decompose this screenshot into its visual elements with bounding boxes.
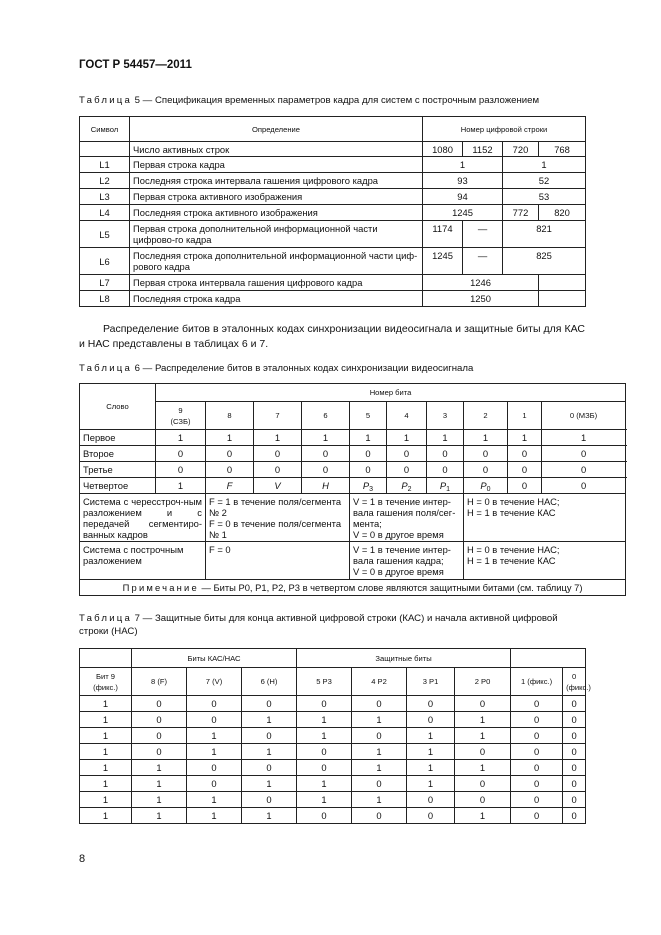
t6-bit-value: 0 bbox=[177, 464, 184, 475]
t6-bit-value: 1 bbox=[403, 432, 410, 443]
t5-col-line-number: Номер цифровой строки bbox=[423, 117, 586, 142]
t5-col-symbol: Символ bbox=[80, 117, 130, 142]
t6-bit-value: H bbox=[322, 480, 329, 491]
t7-cell: 1 bbox=[455, 760, 511, 776]
t5-sym: L1 bbox=[80, 157, 130, 173]
t7-cell: 0 bbox=[242, 728, 297, 744]
t5-def: Последняя строка активного изображения bbox=[130, 205, 423, 221]
t7-cell: 0 bbox=[132, 696, 187, 712]
t6-bit-cell bbox=[254, 462, 302, 478]
t7-cell: 0 bbox=[563, 776, 586, 792]
t6-bit-value: 1 bbox=[442, 432, 448, 443]
t6-progressive-h1: H = 1 в течение КАС bbox=[467, 555, 556, 566]
t6-bit-header: 6 bbox=[302, 402, 350, 430]
t7-cell: 0 bbox=[297, 744, 352, 760]
t5-col-definition: Определение bbox=[130, 117, 423, 142]
t6-bit-cell bbox=[508, 430, 542, 446]
t6-bit-value: 1 bbox=[580, 432, 587, 443]
t7-cell: 0 bbox=[132, 744, 187, 760]
t5-val: 772 bbox=[503, 205, 539, 221]
t5-def: Последняя строка интервала гашения цифрового кадра bbox=[130, 173, 423, 189]
t6-word: Первое bbox=[80, 430, 156, 446]
t6-bit-value: 0 bbox=[442, 448, 448, 459]
t7-cell: 1 bbox=[132, 760, 187, 776]
table-row bbox=[80, 462, 626, 478]
t6-bit-sub: 2 bbox=[407, 486, 412, 493]
table-row bbox=[80, 696, 586, 712]
table5 bbox=[79, 116, 586, 307]
t6-bit-value: 0 bbox=[274, 448, 281, 459]
t6-bit-value: 0 bbox=[365, 464, 371, 475]
t6-bit-value: 0 bbox=[177, 448, 184, 459]
t7-cell: 1 bbox=[80, 792, 132, 808]
t7-cell: 0 bbox=[407, 792, 455, 808]
t7-cell: 1 bbox=[80, 776, 132, 792]
t6-bit-header: 9 (СЗБ) bbox=[156, 402, 206, 430]
t6-bit-value: 0 bbox=[274, 464, 281, 475]
t7-cell: 0 bbox=[511, 776, 563, 792]
t5-active-1080: 1080 bbox=[423, 142, 463, 157]
t5-val: 1 bbox=[423, 157, 503, 173]
t6-interlaced-f bbox=[206, 494, 350, 542]
t7-col-header: 5 P3 bbox=[297, 668, 352, 696]
t6-bit-cell bbox=[508, 446, 542, 462]
t6-bit-sub: 0 bbox=[486, 486, 491, 493]
t7-cell: 1 bbox=[132, 792, 187, 808]
t7-cell: 0 bbox=[511, 744, 563, 760]
t5-val: 1245 bbox=[423, 205, 503, 221]
t5-val: — bbox=[463, 221, 503, 248]
t6-progressive-h0: H = 0 в течение НАС; bbox=[467, 544, 560, 555]
t7-cell: 0 bbox=[455, 744, 511, 760]
t7-cell: 0 bbox=[242, 696, 297, 712]
table-row bbox=[80, 808, 586, 824]
t6-bit-value: 0 bbox=[482, 448, 489, 459]
table7-caption-text: 7 — Защитные биты для конца активной цифровой строки (КАС) и начала активной цифровой строки (НАС) bbox=[79, 613, 558, 637]
t7-col-header: 8 (F) bbox=[132, 668, 187, 696]
t7-cell: 0 bbox=[455, 776, 511, 792]
t6-bit-cell bbox=[254, 478, 302, 494]
t6-bit-value: 1 bbox=[274, 432, 281, 443]
table7-caption-prefix: Таблица bbox=[79, 613, 133, 624]
t5-val: 52 bbox=[503, 173, 586, 189]
t7-cell: 0 bbox=[187, 696, 242, 712]
t6-col-word: Слово bbox=[80, 384, 156, 430]
t6-bit-header: 2 bbox=[464, 402, 508, 430]
t6-progressive-v0: V = 0 в другое время bbox=[353, 566, 444, 577]
t6-bit-header: 0 (МЗБ) bbox=[542, 402, 626, 430]
t7-cell: 0 bbox=[352, 728, 407, 744]
t7-empty bbox=[80, 649, 132, 668]
t6-bit-cell bbox=[427, 446, 464, 462]
table-row bbox=[80, 760, 586, 776]
t6-word: Четвертое bbox=[80, 478, 156, 494]
t6-bit-cell bbox=[427, 478, 464, 494]
t7-cell: 0 bbox=[563, 728, 586, 744]
t7-cell: 0 bbox=[407, 808, 455, 824]
table7 bbox=[79, 648, 591, 824]
t6-bit-cell bbox=[427, 462, 464, 478]
t5-val: — bbox=[463, 248, 503, 275]
t6-bit-value: 1 bbox=[177, 432, 184, 443]
t7-cell: 0 bbox=[511, 712, 563, 728]
t7-cell: 1 bbox=[297, 792, 352, 808]
t6-bit-cell bbox=[542, 446, 626, 462]
t5-sym: L4 bbox=[80, 205, 130, 221]
t7-group-kac: Биты КАС/НАС bbox=[132, 649, 297, 668]
t6-bit-value: P bbox=[480, 480, 487, 491]
t6-bit-value: V bbox=[274, 480, 281, 491]
table6-caption-text: 6 — Распределение битов в эталонных кодах синхронизации видеосигнала bbox=[132, 363, 474, 374]
t6-bit-value: 0 bbox=[521, 448, 528, 459]
t6-bit-value: 0 bbox=[521, 480, 528, 491]
t5-sym: L6 bbox=[80, 248, 130, 275]
t7-cell: 1 bbox=[455, 712, 511, 728]
t5-val: 1245 bbox=[423, 248, 463, 275]
t7-cell: 1 bbox=[352, 712, 407, 728]
t5-def: Первая строка активного изображения bbox=[130, 189, 423, 205]
t7-cell: 1 bbox=[352, 760, 407, 776]
t7-cell: 0 bbox=[511, 760, 563, 776]
t6-bit-value: 0 bbox=[580, 480, 587, 491]
paragraph-text: Распределение битов в эталонных кодах синхронизации видеосигнала и защитные биты для КАС и НАС представлены в таблицах 6 и 7. bbox=[79, 323, 585, 350]
t5-val: 93 bbox=[423, 173, 503, 189]
table5-caption bbox=[79, 95, 539, 106]
t7-col-header: 3 P1 bbox=[407, 668, 455, 696]
t6-bit-sub: 1 bbox=[446, 486, 451, 493]
t6-bit-value: 0 bbox=[482, 464, 489, 475]
t6-col-bit-number: Номер бита bbox=[156, 384, 626, 402]
table6-caption bbox=[79, 363, 473, 374]
t6-interlaced-label: Система с чересстроч-ным разложением и с передачей сегментиро-ванных кадров bbox=[80, 494, 206, 542]
t7-cell: 0 bbox=[563, 696, 586, 712]
t5-def: Последняя строка дополнительной информационной части циф-рового кадра bbox=[130, 248, 423, 275]
t6-bit-cell bbox=[206, 462, 254, 478]
t7-cell: 0 bbox=[297, 760, 352, 776]
t6-bit-value: 0 bbox=[322, 448, 329, 459]
t7-cell: 1 bbox=[297, 712, 352, 728]
t7-cell: 0 bbox=[242, 792, 297, 808]
t5-val: 1250 bbox=[423, 291, 539, 307]
t6-bit-cell bbox=[464, 446, 508, 462]
t5-val: 94 bbox=[423, 189, 503, 205]
t7-cell: 0 bbox=[352, 776, 407, 792]
t6-interlaced-f1: F = 1 в течение поля/сегмента № 2 bbox=[209, 496, 342, 518]
t6-bit-value: P bbox=[362, 480, 370, 491]
t6-note-text: Примечание — Биты P0, P1, P2, P3 в четвертом слове являются защитными битами (см. таблицу 7) bbox=[122, 582, 583, 593]
t7-cell: 0 bbox=[511, 728, 563, 744]
t7-cell: 0 bbox=[132, 712, 187, 728]
table-row bbox=[80, 744, 586, 760]
t5-val: 825 bbox=[503, 248, 586, 275]
t5-sym: L2 bbox=[80, 173, 130, 189]
t6-bit-value: 0 bbox=[580, 448, 587, 459]
table5-caption-prefix: Таблица bbox=[79, 95, 133, 106]
t7-cell: 0 bbox=[563, 760, 586, 776]
t6-bit-cell bbox=[464, 478, 508, 494]
t6-bit-sub: 3 bbox=[369, 486, 374, 493]
t7-cell: 1 bbox=[407, 728, 455, 744]
t6-bit-cell bbox=[508, 462, 542, 478]
table-row bbox=[80, 792, 586, 808]
t7-cell: 0 bbox=[187, 712, 242, 728]
table6-caption-prefix: Таблица bbox=[79, 363, 133, 374]
t6-bit-cell bbox=[387, 430, 427, 446]
t7-cell: 1 bbox=[80, 696, 132, 712]
t6-bit-cell bbox=[350, 446, 387, 462]
t7-cell: 1 bbox=[242, 808, 297, 824]
t6-bit-cell bbox=[350, 462, 387, 478]
t7-cell: 0 bbox=[511, 696, 563, 712]
t6-bit-value: 0 bbox=[403, 448, 410, 459]
t6-interlaced-v1: V = 1 в течение интер-вала гашения поля/сег-мента; bbox=[353, 496, 456, 529]
t6-bit-cell bbox=[156, 462, 206, 478]
t7-cell: 1 bbox=[187, 728, 242, 744]
t7-col-header: 6 (H) bbox=[242, 668, 297, 696]
t7-col-header: 1 (фикс.) bbox=[511, 668, 563, 696]
table-row bbox=[80, 712, 586, 728]
t7-cell: 1 bbox=[407, 744, 455, 760]
t7-cell: 1 bbox=[455, 808, 511, 824]
t5-def: Первая строка кадра bbox=[130, 157, 423, 173]
t7-cell: 1 bbox=[187, 744, 242, 760]
t7-cell: 0 bbox=[563, 808, 586, 824]
t7-cell: 1 bbox=[80, 744, 132, 760]
t6-bit-header: 3 bbox=[427, 402, 464, 430]
t6-bit-header: 1 bbox=[508, 402, 542, 430]
t6-interlaced-h bbox=[464, 494, 626, 542]
t6-interlaced-h1: H = 1 в течение КАС bbox=[467, 507, 556, 518]
t7-cell: 1 bbox=[187, 808, 242, 824]
t6-bit-value: 0 bbox=[226, 448, 233, 459]
t7-cell: 0 bbox=[352, 808, 407, 824]
t7-cell: 1 bbox=[352, 792, 407, 808]
t5-val: 1174 bbox=[423, 221, 463, 248]
t6-interlaced-v bbox=[350, 494, 464, 542]
t6-bit-cell bbox=[206, 430, 254, 446]
t7-cell: 1 bbox=[242, 712, 297, 728]
t5-val: 1246 bbox=[423, 275, 539, 291]
t7-col-header: 0 (фикс.) bbox=[563, 668, 586, 696]
t6-progressive-h bbox=[464, 542, 626, 580]
t6-bit-cell bbox=[350, 430, 387, 446]
t6-bit-cell bbox=[387, 446, 427, 462]
t7-cell: 1 bbox=[80, 760, 132, 776]
table-row bbox=[80, 446, 626, 462]
t7-cell: 0 bbox=[563, 744, 586, 760]
t5-active-768: 768 bbox=[539, 142, 586, 157]
t7-cell: 0 bbox=[352, 696, 407, 712]
t5-sym: L8 bbox=[80, 291, 130, 307]
t5-empty bbox=[539, 275, 586, 291]
t7-cell: 1 bbox=[352, 744, 407, 760]
t7-cell: 1 bbox=[242, 776, 297, 792]
t7-cell: 1 bbox=[297, 728, 352, 744]
t6-bit-cell bbox=[254, 430, 302, 446]
t7-cell: 1 bbox=[80, 712, 132, 728]
t7-cell: 1 bbox=[187, 792, 242, 808]
t5-empty bbox=[80, 142, 130, 157]
t6-bit-cell bbox=[206, 478, 254, 494]
table-row bbox=[80, 776, 586, 792]
t6-bit-value: F bbox=[226, 480, 233, 491]
t6-word: Третье bbox=[80, 462, 156, 478]
t7-cell: 1 bbox=[132, 776, 187, 792]
t6-bit-value: 0 bbox=[226, 464, 233, 475]
t6-bit-cell bbox=[542, 430, 626, 446]
t6-bit-value: 1 bbox=[482, 432, 489, 443]
t7-cell: 0 bbox=[187, 760, 242, 776]
t5-val: 53 bbox=[503, 189, 586, 205]
t6-progressive-f: F = 0 bbox=[206, 542, 350, 580]
t6-bit-value: 0 bbox=[521, 464, 528, 475]
t7-cell: 0 bbox=[563, 712, 586, 728]
t5-sym: L7 bbox=[80, 275, 130, 291]
t6-bit-cell bbox=[464, 462, 508, 478]
table7-caption bbox=[79, 612, 585, 638]
t7-cell: 0 bbox=[242, 760, 297, 776]
table-row bbox=[80, 478, 626, 494]
t6-bit-value: 1 bbox=[365, 432, 371, 443]
t7-cell: 0 bbox=[455, 696, 511, 712]
t7-cell: 0 bbox=[563, 792, 586, 808]
t5-val: 820 bbox=[539, 205, 586, 221]
t6-bit-value: 0 bbox=[322, 464, 329, 475]
t6-word: Второе bbox=[80, 446, 156, 462]
t6-progressive-label: Система с построчным разложением bbox=[80, 542, 206, 580]
t6-note bbox=[80, 580, 626, 596]
t6-bit-cell bbox=[302, 478, 350, 494]
t6-bit-value: P bbox=[439, 480, 447, 491]
t6-bit-cell bbox=[350, 478, 387, 494]
t6-interlaced-h0: H = 0 в течение НАС; bbox=[467, 496, 560, 507]
t6-bit-value: 0 bbox=[403, 464, 410, 475]
t7-cell: 1 bbox=[455, 728, 511, 744]
t6-bit-cell bbox=[302, 430, 350, 446]
t7-cell: 0 bbox=[511, 792, 563, 808]
t6-bit-cell bbox=[427, 430, 464, 446]
t6-bit-cell bbox=[302, 446, 350, 462]
t6-interlaced-f0: F = 0 в течение поля/сегмента № 1 bbox=[209, 518, 342, 540]
t7-cell: 0 bbox=[187, 776, 242, 792]
t6-bit-value: P bbox=[401, 480, 408, 491]
t6-bit-cell bbox=[387, 478, 427, 494]
t7-cell: 1 bbox=[80, 728, 132, 744]
t7-cell: 0 bbox=[132, 728, 187, 744]
page-number: 8 bbox=[79, 853, 86, 865]
t7-cell: 0 bbox=[297, 696, 352, 712]
t6-bit-value: 1 bbox=[226, 432, 233, 443]
page-header: ГОСТ Р 54457—2011 bbox=[79, 59, 192, 71]
t6-bit-cell bbox=[542, 478, 626, 494]
t6-bit-header: 5 bbox=[350, 402, 387, 430]
t6-bit-value: 0 bbox=[365, 448, 371, 459]
t7-cell: 1 bbox=[407, 776, 455, 792]
t5-sym: L3 bbox=[80, 189, 130, 205]
t7-cell: 0 bbox=[511, 808, 563, 824]
t7-group-protect: Защитные биты bbox=[297, 649, 511, 668]
table-row bbox=[80, 728, 586, 744]
t5-active-1152: 1152 bbox=[463, 142, 503, 157]
table-row bbox=[80, 430, 626, 446]
t7-cell: 1 bbox=[242, 744, 297, 760]
t5-def: Последняя строка кадра bbox=[130, 291, 423, 307]
t6-bit-cell bbox=[542, 462, 626, 478]
t6-bit-cell bbox=[156, 478, 206, 494]
t7-cell: 1 bbox=[407, 760, 455, 776]
t6-bit-cell bbox=[508, 478, 542, 494]
t6-bit-value: 0 bbox=[442, 464, 448, 475]
t6-bit-cell bbox=[254, 446, 302, 462]
t6-bit-header: 4 bbox=[387, 402, 427, 430]
t7-empty bbox=[511, 649, 586, 668]
t5-val: 821 bbox=[503, 221, 586, 248]
t6-bit-value: 1 bbox=[521, 432, 528, 443]
t6-progressive-v1: V = 1 в течение интер-вала гашения кадра; bbox=[353, 544, 451, 566]
t7-cell: 1 bbox=[297, 776, 352, 792]
t6-bit-value: 1 bbox=[177, 480, 184, 491]
body-paragraph bbox=[79, 322, 585, 352]
t7-col-header: 2 P0 bbox=[455, 668, 511, 696]
t6-bit-cell bbox=[206, 446, 254, 462]
t5-active-720: 720 bbox=[503, 142, 539, 157]
t7-cell: 0 bbox=[407, 696, 455, 712]
table6 bbox=[79, 383, 626, 596]
t5-def: Первая строка дополнительной информационной части цифрово-го кадра bbox=[130, 221, 423, 248]
t5-sym: L5 bbox=[80, 221, 130, 248]
t6-bit-header: 7 bbox=[254, 402, 302, 430]
t5-val: 1 bbox=[503, 157, 586, 173]
t5-def: Первая строка интервала гашения цифрового кадра bbox=[130, 275, 423, 291]
t5-active-lines-label: Число активных строк bbox=[130, 142, 423, 157]
t7-cell: 1 bbox=[132, 808, 187, 824]
t7-col-header: Бит 9 (фикс.) bbox=[80, 668, 132, 696]
t7-cell: 0 bbox=[455, 792, 511, 808]
t7-col-header: 4 P2 bbox=[352, 668, 407, 696]
t6-bit-header: 8 bbox=[206, 402, 254, 430]
table5-caption-text: 5 — Спецификация временных параметров кадра для систем с построчным разложением bbox=[132, 95, 540, 106]
t6-bit-value: 1 bbox=[322, 432, 329, 443]
t6-progressive-v bbox=[350, 542, 464, 580]
t6-bit-cell bbox=[156, 446, 206, 462]
t5-empty bbox=[539, 291, 586, 307]
t7-cell: 0 bbox=[407, 712, 455, 728]
t7-col-header: 7 (V) bbox=[187, 668, 242, 696]
t6-bit-value: 0 bbox=[580, 464, 587, 475]
t7-cell: 1 bbox=[80, 808, 132, 824]
t6-bit-cell bbox=[387, 462, 427, 478]
t6-bit-cell bbox=[464, 430, 508, 446]
t6-bit-cell bbox=[156, 430, 206, 446]
t6-bit-cell bbox=[302, 462, 350, 478]
t6-interlaced-v0: V = 0 в другое время bbox=[353, 529, 444, 540]
t7-cell: 0 bbox=[297, 808, 352, 824]
